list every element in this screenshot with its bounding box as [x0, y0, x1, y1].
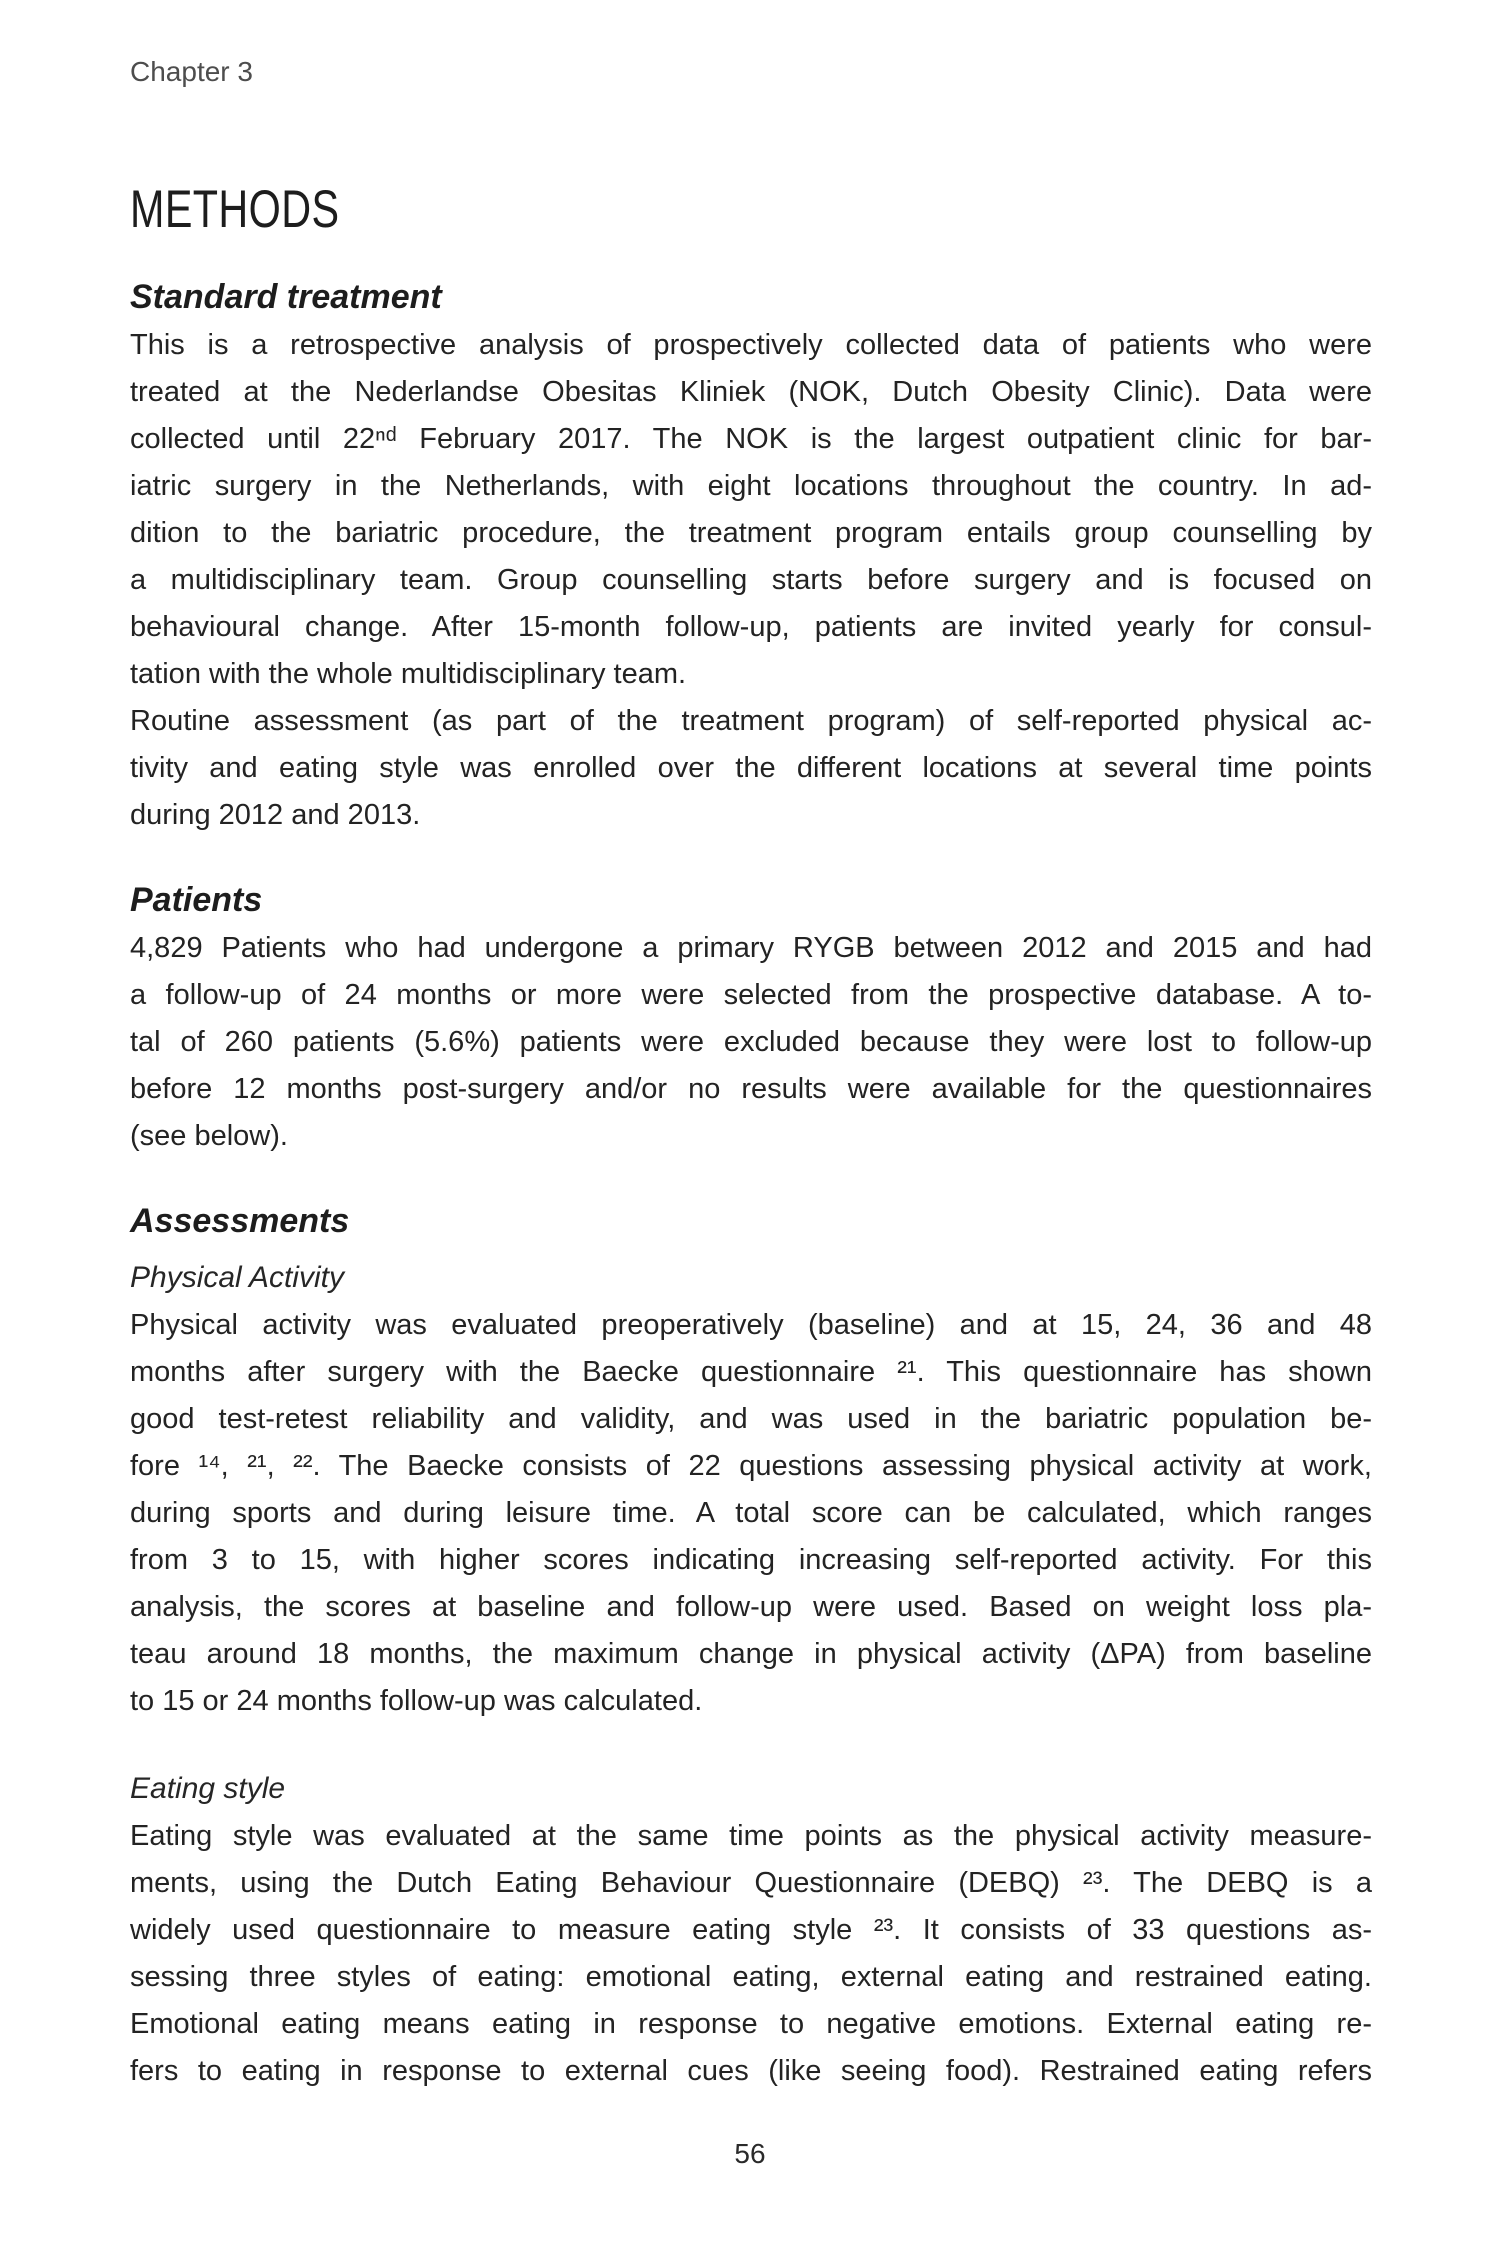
page-title: METHODS	[130, 180, 340, 239]
text-line: good test-retest reliability and validity, and was used in the bariatric population be-	[130, 1403, 1372, 1435]
text-line: widely used questionnaire to measure eating style ²³. It consists of 33 questions as-	[130, 1914, 1372, 1946]
text-line: iatric surgery in the Netherlands, with eight locations throughout the country. In ad-	[130, 470, 1372, 502]
text-line: analysis, the scores at baseline and follow-up were used. Based on weight loss pla-	[130, 1591, 1372, 1623]
paragraph-physical-activity	[130, 1302, 1372, 1725]
paragraph-eating-style	[130, 1813, 1372, 2095]
text-line: dition to the bariatric procedure, the treatment program entails group counselling by	[130, 517, 1372, 549]
text-line: tal of 260 patients (5.6%) patients were excluded because they were lost to follow-up	[130, 1026, 1372, 1058]
section-heading-patients: Patients	[130, 881, 263, 919]
text-line: during 2012 and 2013.	[130, 799, 421, 831]
text-line: ments, using the Dutch Eating Behaviour Questionnaire (DEBQ) ²³. The DEBQ is a	[130, 1867, 1372, 1899]
text-line: tation with the whole multidisciplinary team.	[130, 658, 687, 690]
text-line: to 15 or 24 months follow-up was calculated.	[130, 1685, 703, 1717]
text-line: a multidisciplinary team. Group counselling starts before surgery and is focused on	[130, 564, 1372, 596]
text-line: from 3 to 15, with higher scores indicating increasing self-reported activity. For this	[130, 1544, 1372, 1576]
page-number: 56	[734, 2138, 766, 2169]
text-line: during sports and during leisure time. A total score can be calculated, which ranges	[130, 1497, 1372, 1529]
text-line: a follow-up of 24 months or more were selected from the prospective database. A to-	[130, 979, 1372, 1011]
text-line: This is a retrospective analysis of prospectively collected data of patients who were	[130, 329, 1372, 361]
text-line: (see below).	[130, 1120, 288, 1152]
text-line: Physical activity was evaluated preoperatively (baseline) and at 15, 24, 36 and 48	[130, 1309, 1372, 1341]
text-line: teau around 18 months, the maximum change in physical activity (ΔPA) from baseline	[130, 1638, 1372, 1670]
text-line: months after surgery with the Baecke questionnaire ²¹. This questionnaire has shown	[130, 1356, 1372, 1388]
text-line: sessing three styles of eating: emotional eating, external eating and restrained eating.	[130, 1961, 1372, 1993]
text-line: 4,829 Patients who had undergone a primary RYGB between 2012 and 2015 and had	[130, 932, 1372, 964]
paragraph-standard-treatment-1	[130, 322, 1372, 698]
section-heading-standard-treatment: Standard treatment	[130, 278, 442, 316]
subheading-eating-style: Eating style	[130, 1772, 286, 1805]
paragraph-patients	[130, 925, 1372, 1160]
text-line: fers to eating in response to external cues (like seeing food). Restrained eating refers	[130, 2055, 1372, 2087]
text-line: behavioural change. After 15-month follow-up, patients are invited yearly for consul-	[130, 611, 1372, 643]
text-line: Eating style was evaluated at the same time points as the physical activity measure-	[130, 1820, 1372, 1852]
section-heading-assessments: Assessments	[130, 1202, 350, 1240]
text-line: before 12 months post-surgery and/or no results were available for the questionnaires	[130, 1073, 1372, 1105]
text-line: fore ¹⁴, ²¹, ²². The Baecke consists of 22 questions assessing physical activity at work,	[130, 1450, 1372, 1482]
text-line: Emotional eating means eating in response to negative emotions. External eating re-	[130, 2008, 1372, 2040]
text-line: tivity and eating style was enrolled over the different locations at several time points	[130, 752, 1372, 784]
subheading-physical-activity: Physical Activity	[130, 1261, 344, 1294]
running-header: Chapter 3	[130, 56, 253, 87]
text-line: treated at the Nederlandse Obesitas Kliniek (NOK, Dutch Obesity Clinic). Data were	[130, 376, 1372, 408]
paragraph-standard-treatment-2	[130, 698, 1372, 839]
text-line: collected until 22ⁿᵈ February 2017. The NOK is the largest outpatient clinic for bar-	[130, 423, 1372, 455]
text-line: Routine assessment (as part of the treatment program) of self-reported physical ac-	[130, 705, 1372, 737]
